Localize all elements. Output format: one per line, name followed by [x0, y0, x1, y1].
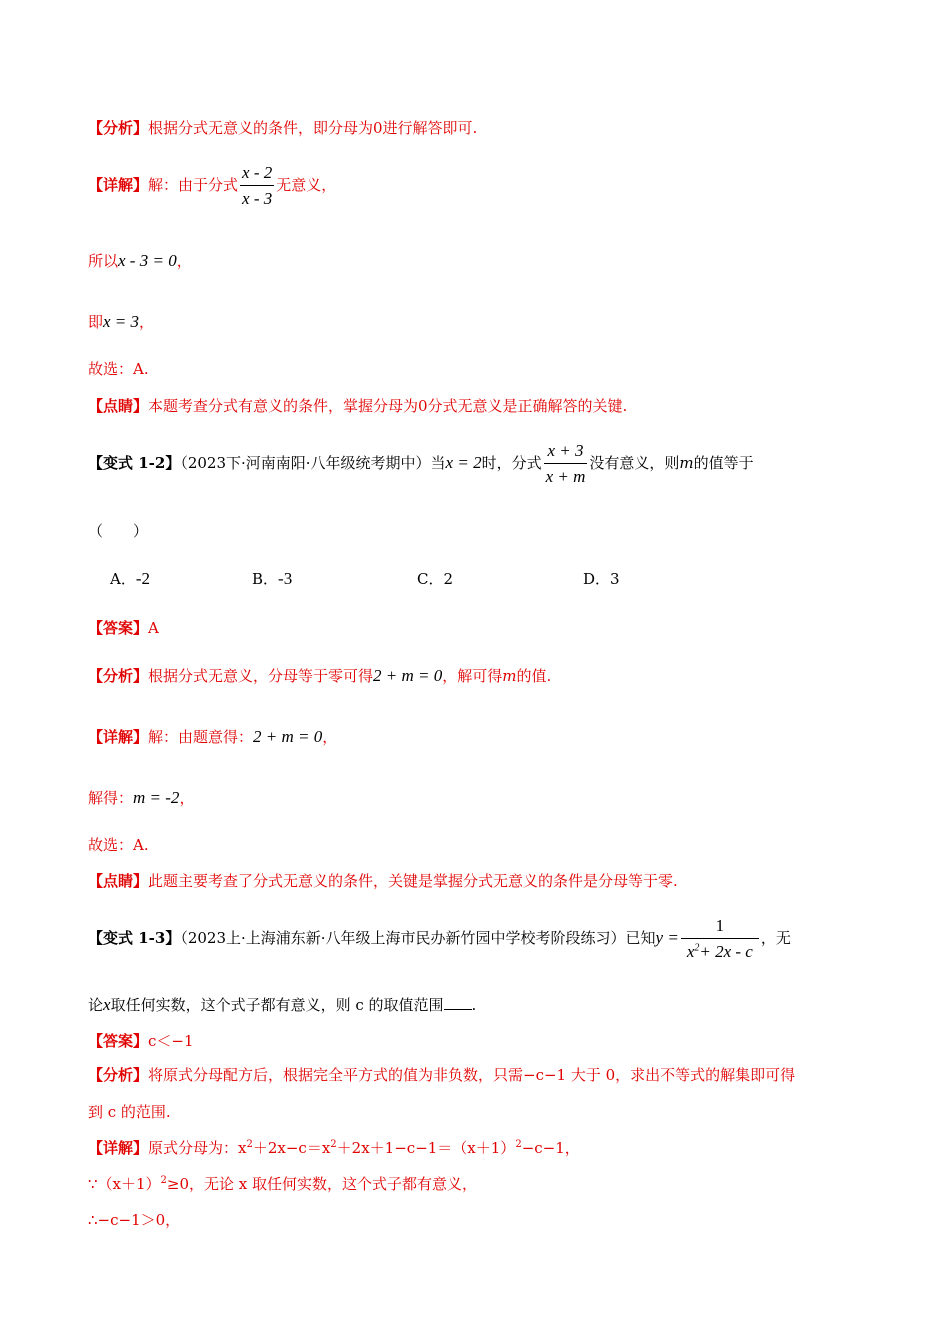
- option-label: C．: [417, 570, 444, 588]
- detail-tag: 【详解】: [88, 728, 149, 746]
- den-exponent: 2: [694, 942, 700, 954]
- analysis-tag: 【分析】: [88, 119, 149, 137]
- question-1-2: [88, 441, 754, 487]
- analysis-tag: 【分析】: [88, 667, 149, 685]
- exponent: 2: [515, 1139, 522, 1150]
- because-b: ≥0，无论 x 取任何实数，这个式子都有意义，: [166, 1175, 478, 1193]
- question-source: （2023上·上海浦东新·八年级上海市民办新竹园中学校考阶段练习）已知: [180, 929, 656, 947]
- equation: m = -2: [133, 788, 180, 807]
- analysis-line-2: 到 c 的范围.: [88, 1103, 171, 1121]
- comment-text: 本题考查分式有意义的条件，掌握分母为0分式无意义是正确解答的关键.: [148, 397, 628, 415]
- exponent: 2: [246, 1139, 253, 1150]
- answer-paren: （ ）: [88, 522, 149, 540]
- fraction-numerator: 1: [715, 916, 725, 935]
- question-1-3-cont: [88, 994, 476, 1015]
- line-suffix: ，: [139, 313, 155, 331]
- comment-line: [88, 870, 678, 891]
- fraction: [240, 163, 274, 209]
- function-lhs: y =: [655, 928, 679, 947]
- answer-line: [88, 1030, 194, 1051]
- analysis-line: [88, 665, 551, 686]
- fraction-denominator: x - 3: [240, 185, 274, 209]
- detail-tag: 【详解】: [88, 176, 149, 194]
- question-1-3: [88, 916, 791, 962]
- analysis-post: 的值.: [516, 667, 552, 685]
- answer-blank[interactable]: [444, 995, 472, 1010]
- analysis-mid: ，解可得: [442, 667, 503, 685]
- answer-value: A: [148, 619, 159, 637]
- option-a: [110, 568, 150, 589]
- fraction-numerator: x + 3: [547, 441, 584, 460]
- option-label: D．: [583, 570, 611, 588]
- line-prefix: 论: [88, 996, 104, 1014]
- variable: x: [103, 995, 111, 1014]
- choose-line: 故选：A.: [88, 360, 149, 378]
- line-prefix: 所以: [88, 252, 119, 270]
- option-b: [252, 568, 292, 589]
- detail-text: 解：由于分式: [148, 176, 239, 194]
- analysis-tag: 【分析】: [88, 1066, 149, 1084]
- option-value: 3: [610, 570, 620, 588]
- detail-tail: 无意义，: [276, 176, 337, 194]
- den-base: x: [686, 942, 695, 961]
- detail-tag: 【详解】: [88, 1139, 149, 1157]
- line-prefix: 即: [88, 313, 104, 331]
- line-suffix: ，: [176, 252, 192, 270]
- analysis-text: 将原式分母配方后，根据完全平方式的值为非负数，只需−c−1 大于 0，求出不等式的解集即可得: [148, 1066, 796, 1084]
- detail-line: [88, 163, 336, 209]
- option-value: -2: [135, 569, 151, 588]
- den-rest: + 2x - c: [699, 942, 753, 961]
- option-c: [417, 568, 453, 589]
- therefore-line: ∴−c−1＞0，: [88, 1211, 181, 1229]
- variable: m: [679, 454, 694, 472]
- question-mid: 时，分式: [481, 454, 542, 472]
- answer-tag: 【答案】: [88, 1032, 149, 1050]
- variable: m: [502, 667, 517, 685]
- detail-text: 解：由题意得：: [148, 728, 254, 746]
- fraction-numerator: x - 2: [242, 163, 273, 182]
- comment-tag: 【点睛】: [88, 872, 149, 890]
- because-line: [88, 1173, 477, 1194]
- equation: 2 + m = 0: [253, 727, 323, 746]
- analysis-text: 根据分式无意义，分母等于零可得: [148, 667, 374, 685]
- equation: x - 3 = 0: [118, 251, 177, 270]
- question-text: 取任何实数，这个式子都有意义，则 c 的取值范围: [110, 996, 444, 1014]
- fraction: [544, 441, 588, 487]
- detail-line: [88, 726, 337, 747]
- exponent: 2: [160, 1175, 167, 1186]
- fraction-denominator: [681, 938, 759, 962]
- detail-line: [88, 1137, 580, 1158]
- equation-line: [88, 250, 192, 271]
- equation: 2 + m = 0: [373, 666, 443, 685]
- fraction-denominator: x + m: [544, 463, 588, 487]
- option-value: -3: [278, 569, 293, 588]
- question-tail2: 的值等于: [693, 454, 754, 472]
- comment-line: [88, 395, 627, 416]
- detail-post: ，: [322, 728, 338, 746]
- comment-tag: 【点睛】: [88, 397, 149, 415]
- option-label: B．: [252, 570, 279, 588]
- detail-c: ＋2x＋1−c−1＝（x＋1）: [336, 1139, 516, 1157]
- question-tail: 没有意义，则: [589, 454, 680, 472]
- option-d: [583, 568, 620, 589]
- because-a: ∵（x＋1）: [88, 1175, 161, 1193]
- analysis-line: [88, 117, 477, 138]
- question-tail: ，无: [760, 929, 791, 947]
- equation: x = 3: [103, 312, 140, 331]
- question-tag: 【变式 1-2】: [88, 454, 181, 472]
- option-value: 2: [443, 570, 454, 588]
- condition: x = 2: [445, 453, 482, 472]
- answer-line: [88, 617, 159, 638]
- analysis-line: [88, 1064, 795, 1085]
- solution-line: [88, 311, 154, 332]
- answer-value: c＜−1: [148, 1032, 194, 1050]
- comment-text: 此题主要考查了分式无意义的条件，关键是掌握分式无意义的条件是分母等于零.: [148, 872, 678, 890]
- question-tag: 【变式 1-3】: [88, 929, 181, 947]
- detail-b: ＋2x−c＝x: [252, 1139, 331, 1157]
- option-label: A．: [110, 570, 136, 588]
- solve-prefix: 解得：: [88, 789, 134, 807]
- choose-line: 故选：A.: [88, 836, 149, 854]
- line-suffix: .: [471, 996, 477, 1014]
- answer-tag: 【答案】: [88, 619, 149, 637]
- detail-a: 原式分母为：x: [148, 1139, 247, 1157]
- solve-line: [88, 787, 194, 808]
- fraction: [681, 916, 759, 962]
- exponent: 2: [330, 1139, 337, 1150]
- question-source: （2023下·河南南阳·八年级统考期中）当: [180, 454, 446, 472]
- detail-d: −c−1，: [521, 1139, 580, 1157]
- analysis-text: 根据分式无意义的条件，即分母为0进行解答即可.: [148, 119, 478, 137]
- solve-suffix: ，: [179, 789, 195, 807]
